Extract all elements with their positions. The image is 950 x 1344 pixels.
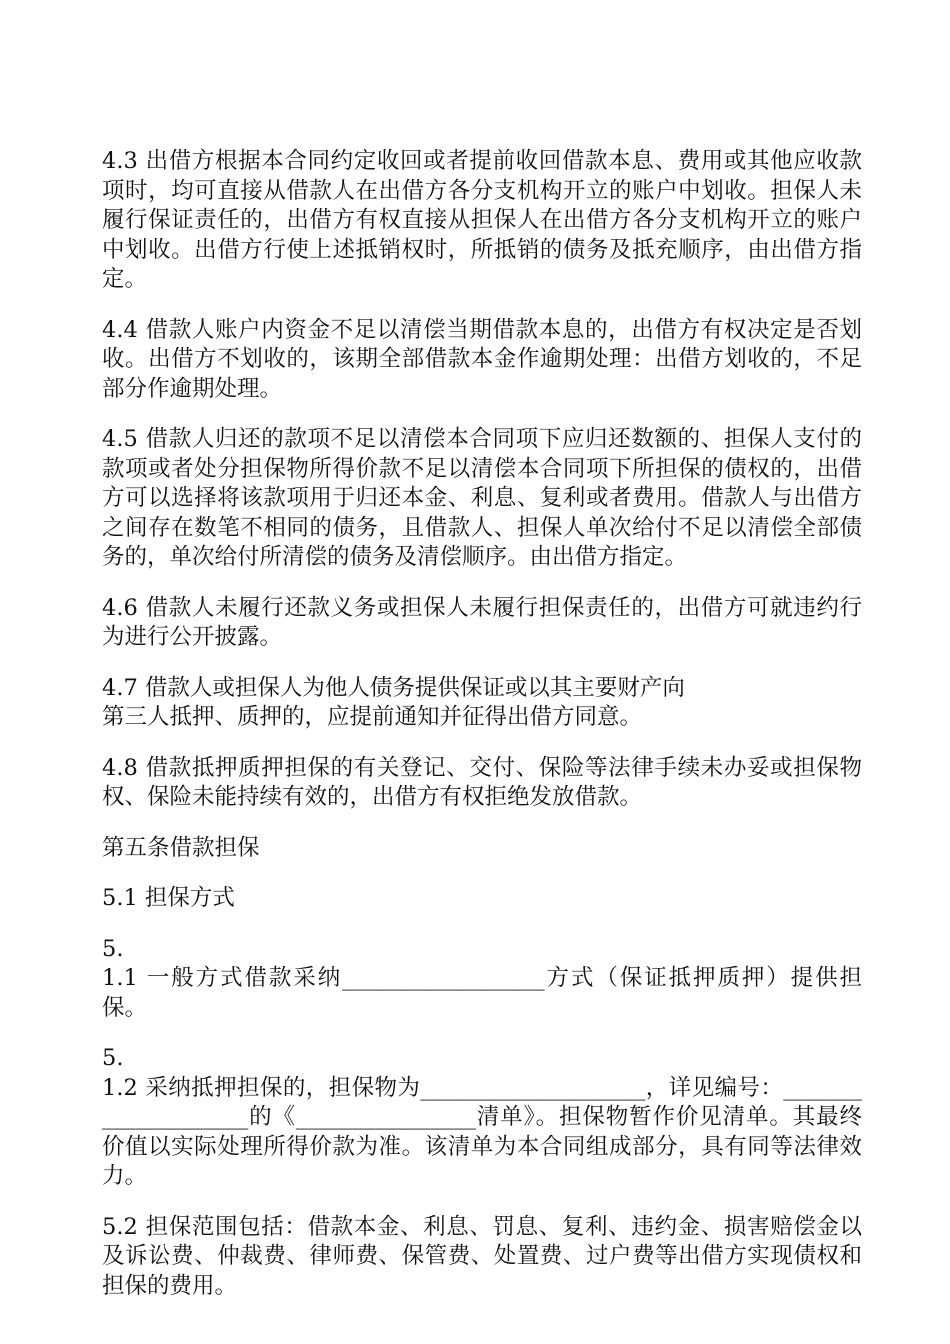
clause-5-2: 5.2 担保范围包括：借款本金、利息、罚息、复利、违约金、损害赔偿金以及诉讼费、仲裁费、律师费、保管费、处置费、过户费等出借方实现债权和担保的费用。	[102, 1213, 862, 1299]
clause-5-1-1: 5. 1.1 一般方式借款采纳__________________方式（保证抵押质押）提供担保。	[102, 935, 862, 1021]
clause-4-6: 4.6 借款人未履行还款义务或担保人未履行担保责任的，出借方可就违约行为进行公开披露。	[102, 594, 862, 650]
clause-5-1-2: 5. 1.2 采纳抵押担保的，担保物为____________________，详见编号：____________________的《________________清单》。担保物暂作价见清单。其最终价值以实际处理所得价款为准。该清单为本合同组成部分，具有同等法律效力。	[102, 1045, 862, 1189]
clause-5-1-heading: 5.1 担保方式	[102, 885, 235, 911]
clause-4-3: 4.3 出借方根据本合同约定收回或者提前收回借款本息、费用或其他应收款项时，均可直接从借款人在出借方各分支机构开立的账户中划收。担保人未履行保证责任的，出借方有权直接从担保人在出借方各分支机构开立的账户中划收。出借方行使上述抵销权时，所抵销的债务及抵充顺序，由出借方指定。	[102, 148, 862, 292]
clause-4-4: 4.4 借款人账户内资金不足以清偿当期借款本息的，出借方有权决定是否划收。出借方不划收的，该期全部借款本金作逾期处理：出借方划收的，不足部分作逾期处理。	[102, 316, 862, 402]
section-5-heading: 第五条借款担保	[102, 834, 260, 861]
clause-4-7: 4.7 借款人或担保人为他人债务提供保证或以其主要财产向 第三人抵押、质押的，应提前通知并征得出借方同意。	[102, 674, 685, 730]
document-body	[102, 147, 862, 1322]
clause-4-8: 4.8 借款抵押质押担保的有关登记、交付、保险等法律手续未办妥或担保物权、保险未能持续有效的，出借方有权拒绝发放借款。	[102, 754, 862, 810]
clause-4-5: 4.5 借款人归还的款项不足以清偿本合同项下应归还数额的、担保人支付的款项或者处分担保物所得价款不足以清偿本合同项下所担保的债权的，出借方可以选择将该款项用于归还本金、利息、复利或者费用。借款人与出借方之间存在数笔不相同的债务，且借款人、担保人单次给付不足以清偿全部债务的，单次给付所清偿的债务及清偿顺序。由出借方指定。	[102, 426, 862, 570]
